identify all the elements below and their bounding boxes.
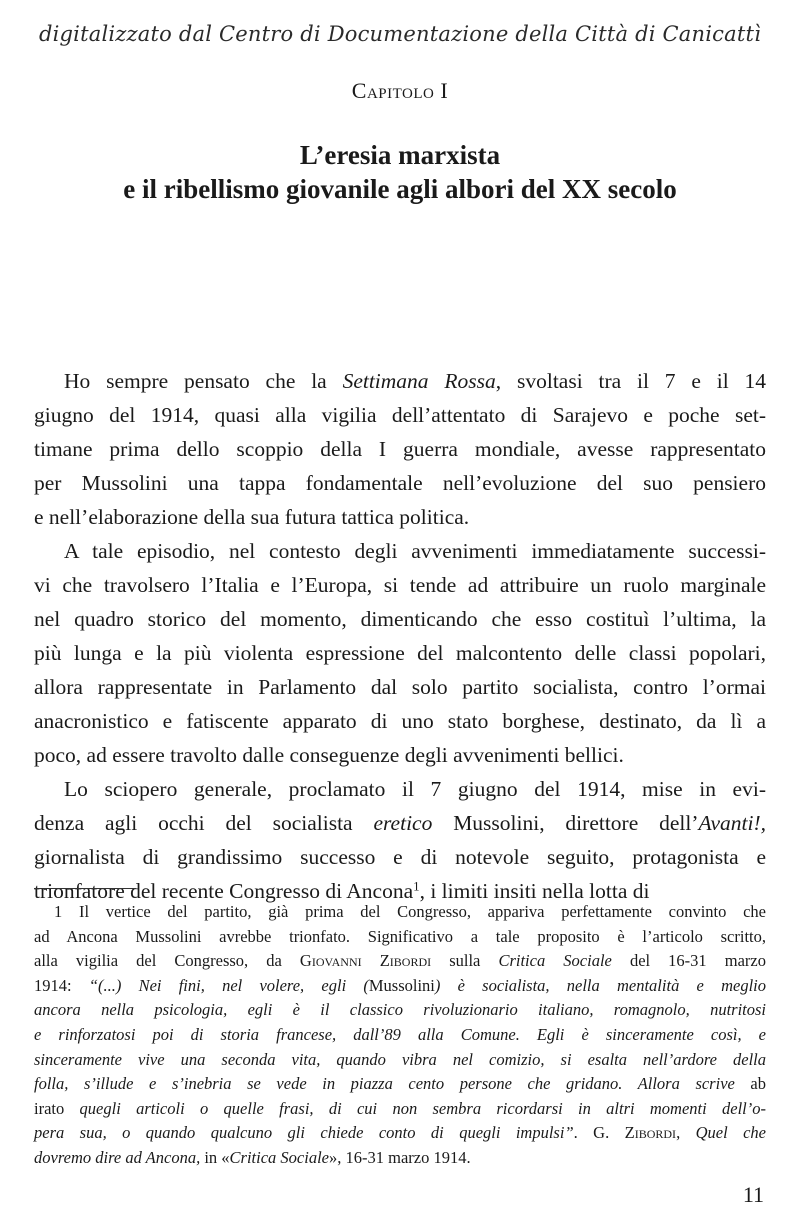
footnote-line: 1914: “(...) Nei fini, nel volere, egli (Mussolini) è socialista, nella mentalità e meglio bbox=[34, 975, 766, 995]
page-number: 11 bbox=[742, 1182, 764, 1207]
body-text bbox=[34, 364, 766, 908]
footnote-line: ancora nella psicologia, egli è il classico rivoluzionario italiano, romagnolo, nutritosi bbox=[34, 1000, 766, 1020]
text-line: Ho sempre pensato che la Settimana Rossa, svoltasi tra il 7 e il 14 bbox=[64, 369, 767, 393]
text-line: più lunga e la più violenta espressione del malcontento delle classi popolari, bbox=[34, 641, 766, 665]
text-line: timane prima dello scoppio della I guerra mondiale, avesse rappresentato bbox=[34, 437, 766, 461]
text-line: trionfatore del recente Congresso di Ancona$^1$, i limiti insiti nella lotta di bbox=[34, 879, 650, 903]
text-line: denza agli occhi del socialista eretico Mussolini, direttore dell’Avanti!, bbox=[34, 811, 766, 835]
paragraph-1 bbox=[34, 364, 766, 534]
paragraph-3 bbox=[34, 772, 766, 908]
text-line: giugno del 1914, quasi alla vigilia dell’attentato di Sarajevo e poche set- bbox=[34, 403, 766, 427]
footnote-line: pera sua, o quando qualcuno gli chiede conto di quegli impulsi”. G. Zibordi, Quel che bbox=[34, 1123, 766, 1143]
text-line: allora rappresentate in Parlamento dal solo partito socialista, contro l’ormai bbox=[34, 675, 766, 699]
paragraph-2 bbox=[34, 534, 766, 772]
text-line: Lo sciopero generale, proclamato il 7 giugno del 1914, mise in evi- bbox=[64, 777, 766, 801]
footnote-line: e rinforzatosi poi di storia francese, dall’89 alla Comune. Egli è sinceramente così, e bbox=[34, 1024, 766, 1044]
text-line: giornalista di grandissimo successo e di notevole seguito, protagonista e bbox=[34, 845, 766, 869]
text-line: A tale episodio, nel contesto degli avvenimenti immediatamente successi- bbox=[64, 539, 766, 563]
footnote-marker: 1 bbox=[413, 879, 420, 894]
footnote-separator bbox=[34, 888, 136, 889]
footnote-line: dovremo dire ad Ancona, in «Critica Sociale», 16-31 marzo 1914. bbox=[34, 1147, 471, 1167]
chapter-heading: Capitolo I bbox=[351, 78, 449, 103]
footnote-line: irato quegli articoli o quelle frasi, di cui non sembra ricordarsi in altri momenti dell’o- bbox=[34, 1098, 766, 1118]
chapter-title-line-2: e il ribellismo giovanile agli albori del XX secolo bbox=[123, 174, 677, 204]
text-line: per Mussolini una tappa fondamentale nell’evoluzione del suo pensiero bbox=[34, 471, 766, 495]
footnote-line: alla vigilia del Congresso, da Giovanni Zibordi sulla Critica Sociale del 16-31 marzo bbox=[34, 951, 766, 971]
footnote-1 bbox=[34, 900, 766, 1171]
footnote-line: folla, s’illude e s’inebria se vede in piazza cento persone che gridano. Allora scrive ab bbox=[34, 1074, 766, 1094]
chapter-title-line-1: L’eresia marxista bbox=[299, 140, 501, 170]
text-line: nel quadro storico del momento, dimenticando che esso costituì l’ultima, la bbox=[34, 607, 766, 631]
footnote-line: sinceramente vive una seconda vita, quando vibra nel comizio, si esalta nell’ardore della bbox=[34, 1049, 766, 1069]
digitization-watermark: digitalizzato dal Centro di Documentazione della Città di Canicattì bbox=[38, 22, 762, 46]
text-line: poco, ad essere travolto dalle conseguenze degli avvenimenti bellici. bbox=[34, 743, 624, 767]
text-line: e nell’elaborazione della sua futura tattica politica. bbox=[34, 505, 470, 529]
footnote-line: ad Ancona Mussolini avrebbe trionfato. Significativo a tale proposito è l’articolo scritto, bbox=[34, 926, 766, 946]
chapter-title bbox=[0, 138, 800, 206]
text-line: vi che travolsero l’Italia e l’Europa, si tende ad attribuire un ruolo marginale bbox=[34, 573, 766, 597]
text-line: anacronistico e fatiscente apparato di uno stato borghese, destinato, da lì a bbox=[34, 709, 766, 733]
footnote-line: 1 Il vertice del partito, già prima del Congresso, appariva perfettamente convinto che bbox=[54, 902, 766, 921]
